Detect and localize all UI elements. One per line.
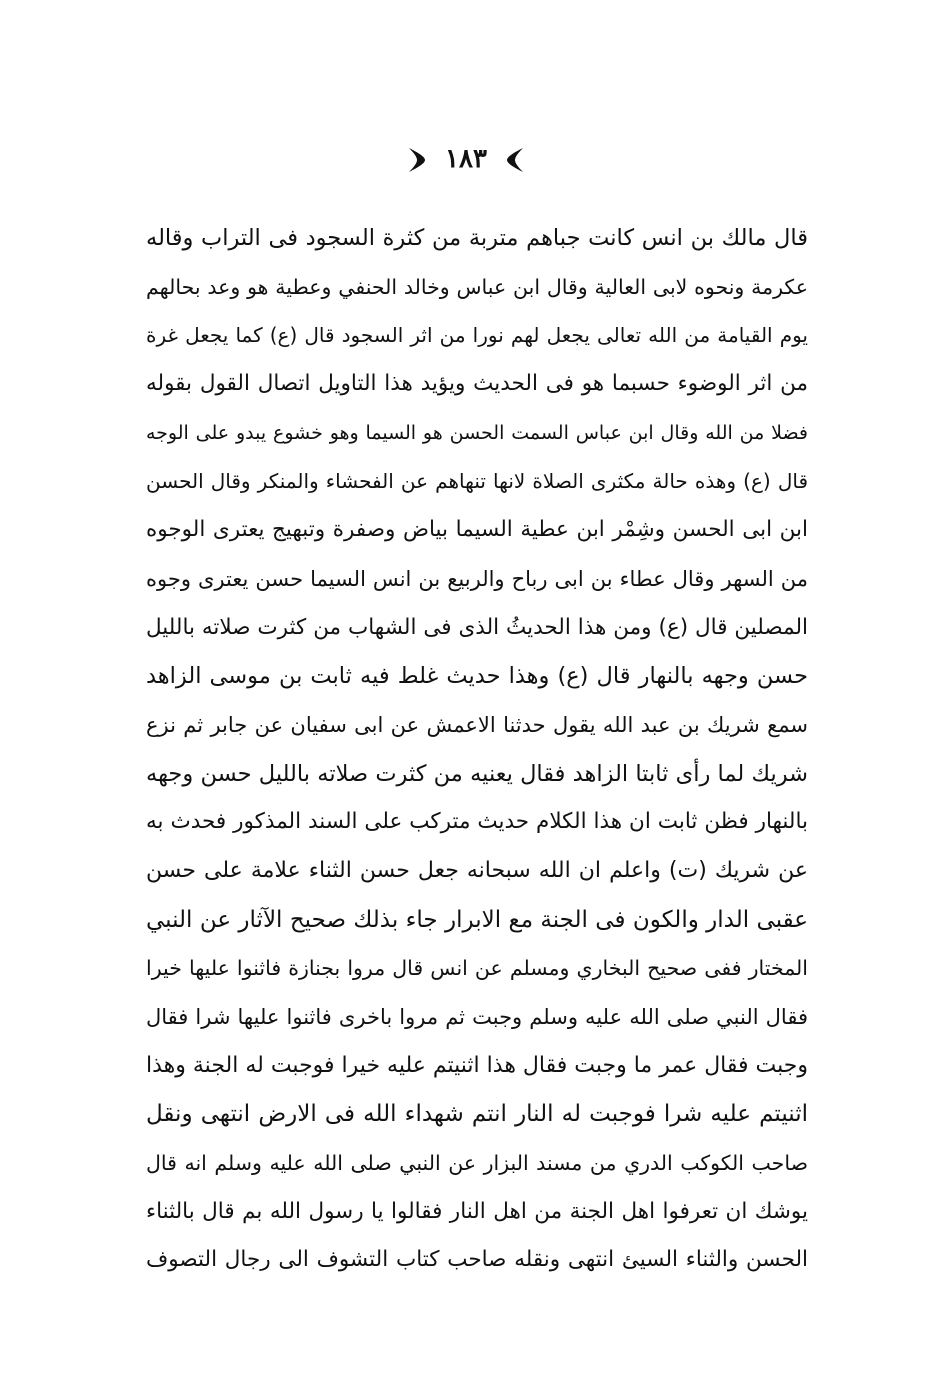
text-line: فضلا من الله وقال ابن عباس السمت الحسن هو السيما وهو خشوع يبدو على الوجه xyxy=(146,421,808,444)
text-line: ابن ابى الحسن وشِمْر ابن عطية السيما بياض وصفرة وتبهيج يعترى الوجوه xyxy=(146,517,808,543)
text-line: يوشك ان تعرفوا اهل الجنة من اهل النار فقالوا يا رسول الله بم قال بالثناء xyxy=(146,1198,808,1224)
text-line: عن شريك (ت) واعلم ان الله سبحانه جعل حسن الثناء علامة على حسن xyxy=(146,857,808,883)
text-line: قال (ع) وهذه حالة مكثرى الصلاة لانها تنهاهم عن الفحشاء والمنكر وقال الحسن xyxy=(146,469,808,494)
text-line: وجبت فقال عمر ما وجبت فقال هذا اثنيتم عليه خيرا فوجبت له الجنة وهذا xyxy=(146,1052,808,1078)
left-ornament-icon xyxy=(505,147,527,173)
text-line: من اثر الوضوء حسبما هو فى الحديث ويؤيد هذا التاويل اتصال القول بقوله xyxy=(146,371,808,397)
text-line: المصلين قال (ع) ومن هذا الحديثُ الذى فى الشهاب من كثرت صلاته بالليل xyxy=(146,614,808,640)
text-line: عقبى الدار والكون فى الجنة مع الابرار جاء بذلك صحيح الآثار عن النبي xyxy=(146,906,808,933)
text-line: قال مالك بن انس كانت جباهم متربة من كثرة السجود فى التراب وقاله xyxy=(146,225,808,251)
text-line: صاحب الكوكب الدري من مسند البزار عن النبي صلى الله عليه وسلم انه قال xyxy=(146,1151,808,1176)
page-number: ١٨٣ xyxy=(445,144,487,174)
text-line: فقال النبي صلى الله عليه وسلم وجبت ثم مروا باخرى فاثنوا عليها شرا فقال xyxy=(146,1005,808,1029)
text-line: يوم القيامة من الله تعالى يجعل لهم نورا من اثر السجود قال (ع) كما يجعل غرة xyxy=(146,323,808,348)
text-line: شريك لما رأى ثابتا الزاهد فقال يعنيه من كثرت صلاته بالليل حسن وجهه xyxy=(146,760,808,787)
right-ornament-icon xyxy=(405,147,427,173)
text-line: حسن وجهه بالنهار قال (ع) وهذا حديث غلط فيه ثابت بن موسى الزاهد xyxy=(146,663,808,690)
text-line: بالنهار فظن ثابت ان هذا الكلام حديث متركب على السند المذكور فحدث به xyxy=(146,809,808,835)
text-line: سمع شريك بن عبد الله يقول حدثنا الاعمش عن ابى سفيان عن جابر ثم نزع xyxy=(146,712,808,737)
page-header xyxy=(0,140,932,180)
text-line: من السهر وقال عطاء بن ابى رباح والربيع بن انس السيما حسن يعترى وجوه xyxy=(146,566,808,591)
text-line: عكرمة ونحوه لابى العالية وقال ابن عباس وخالد الحنفي وعطية هو وعد بحالهم xyxy=(146,274,808,299)
text-line: المختار ففى صحيح البخاري ومسلم عن انس قال مروا بجنازة فاثنوا عليها خيرا xyxy=(146,956,808,981)
text-line: الحسن والثناء السيئ انتهى ونقله صاحب كتاب التشوف الى رجال التصوف xyxy=(146,1247,808,1273)
text-line: اثنيتم عليه شرا فوجبت له النار انتم شهداء الله فى الارض انتهى ونقل xyxy=(146,1101,808,1128)
body-text xyxy=(146,214,808,1285)
